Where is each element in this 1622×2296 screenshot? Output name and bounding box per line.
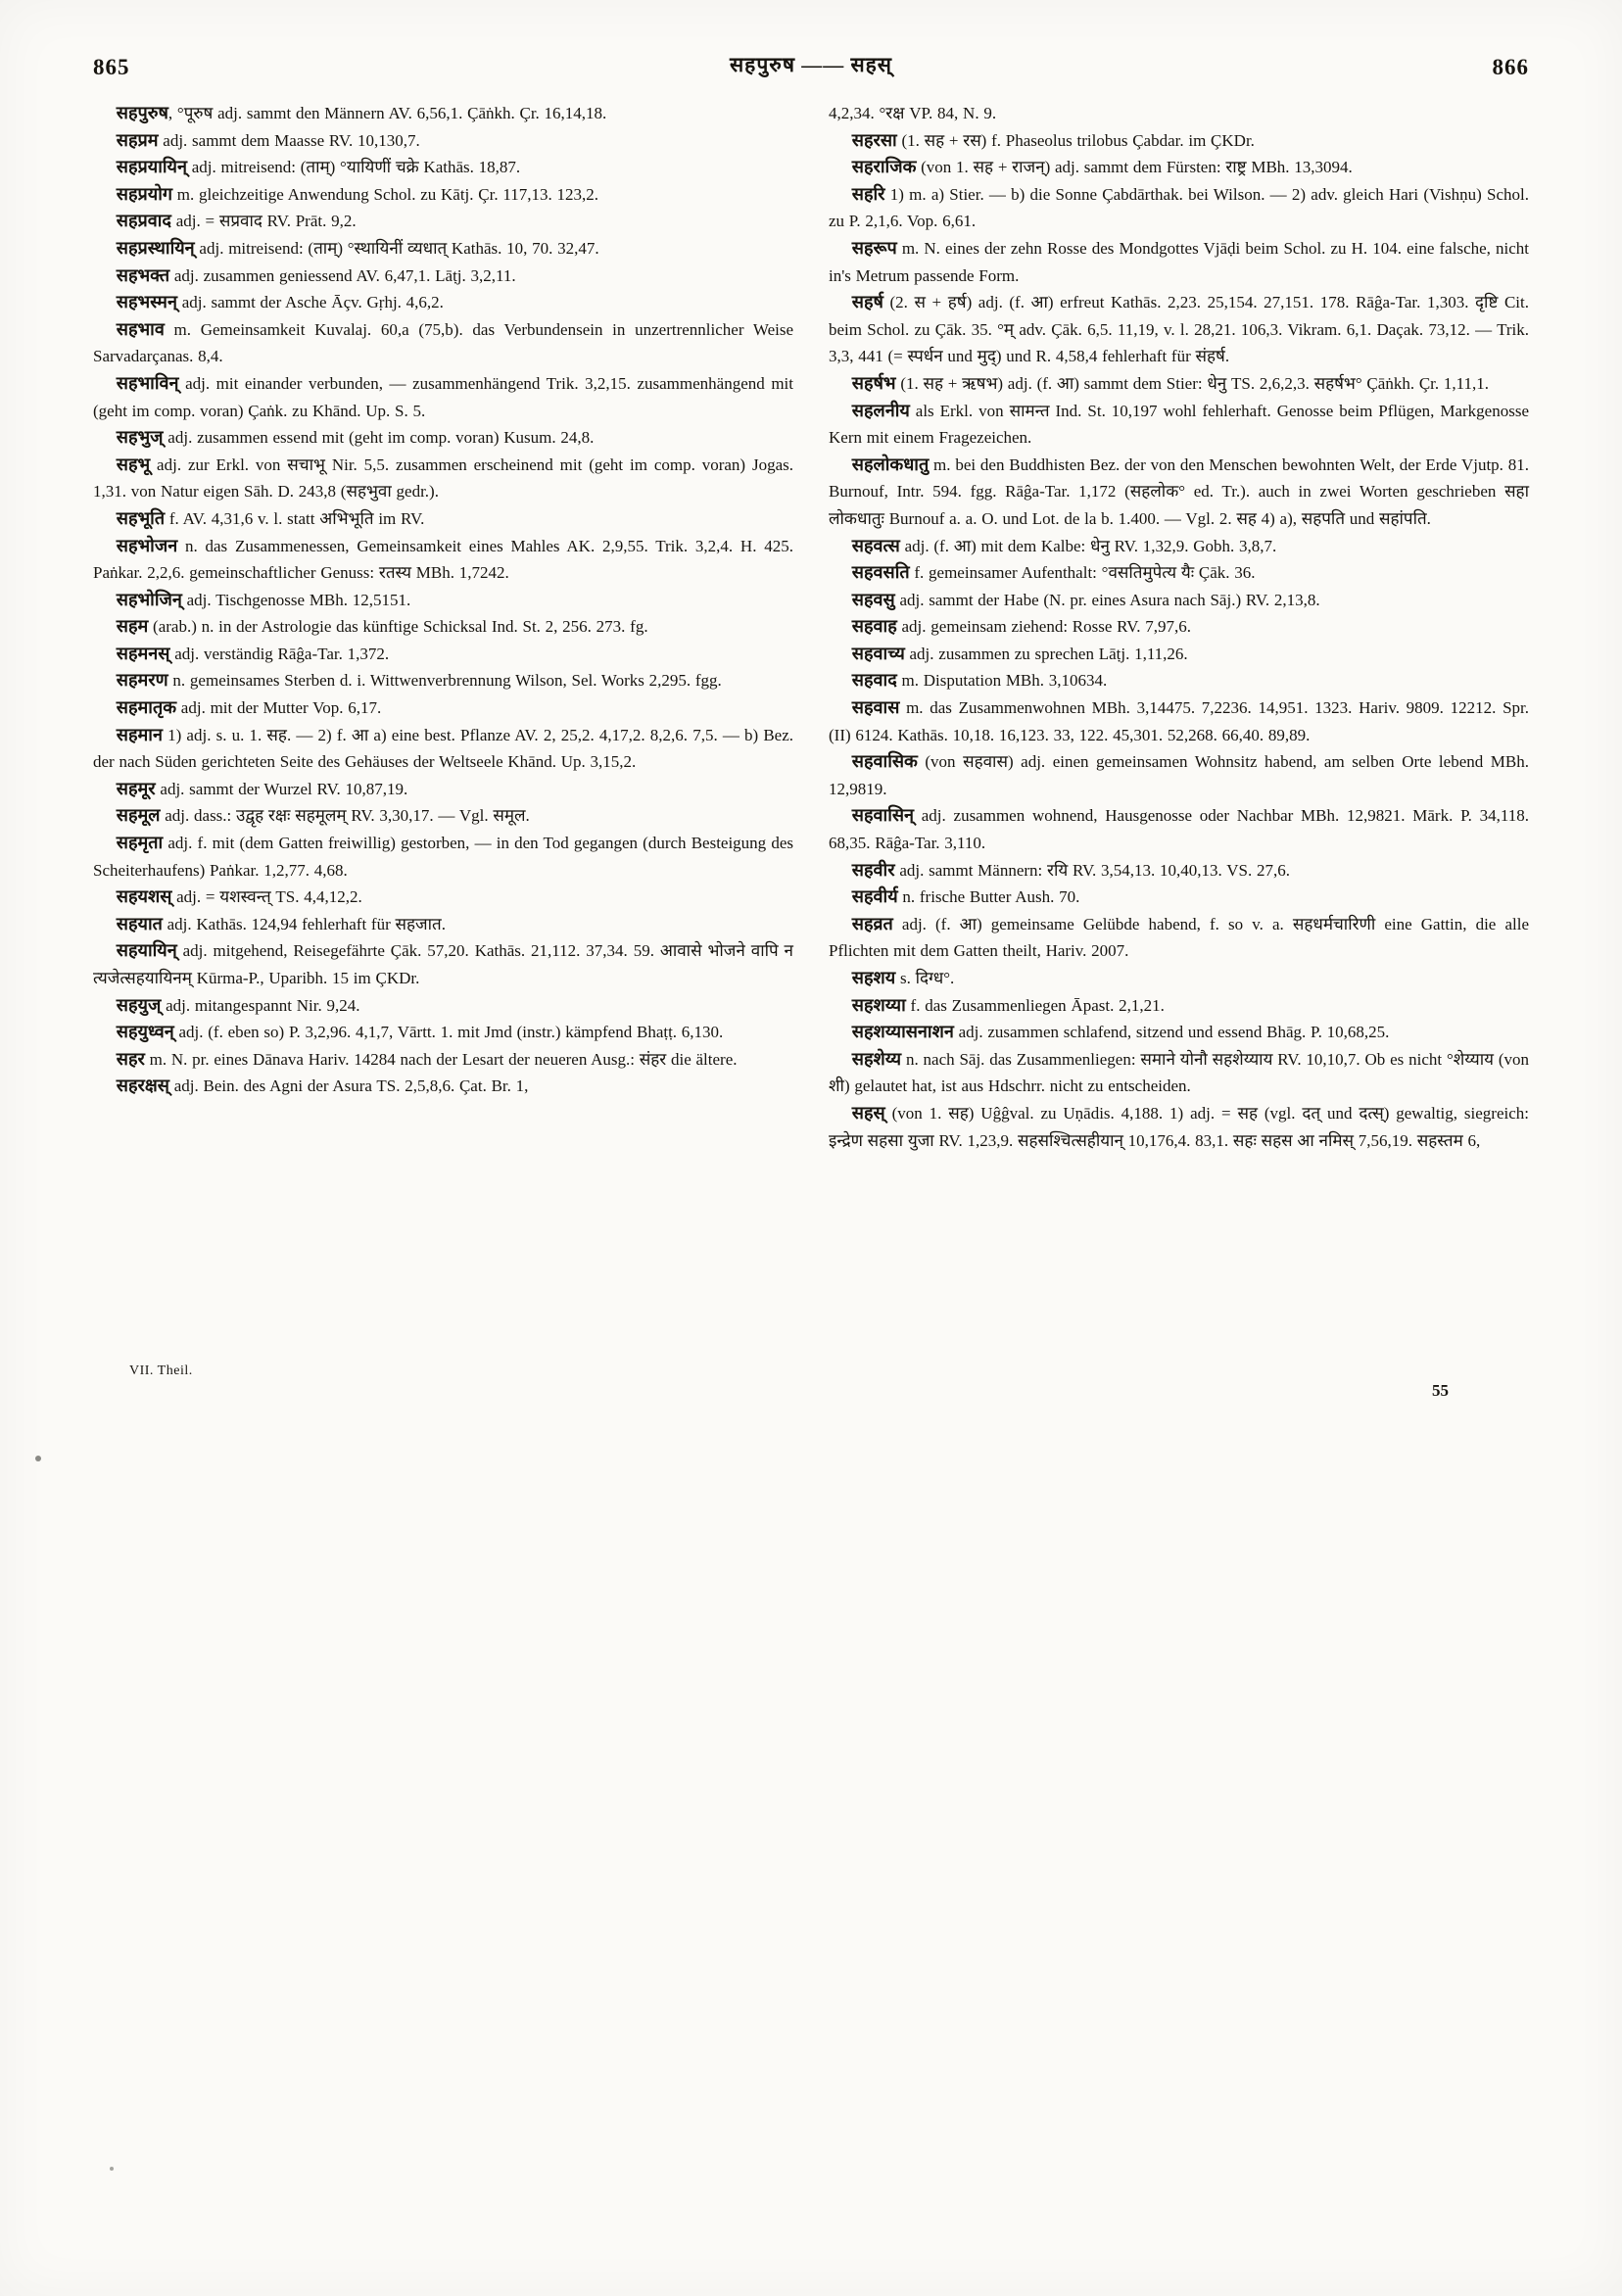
headword: सहप्रयायिन् <box>116 157 187 177</box>
scan-speck <box>35 1456 41 1461</box>
headword: सहप्रस्थायिन् <box>116 237 195 258</box>
headword: सहस् <box>851 1102 885 1123</box>
headword: सहम <box>116 616 149 637</box>
entry-body: adj. mit der Mutter Vop. 6,17. <box>176 698 382 718</box>
dictionary-entry <box>829 370 1529 398</box>
entry-body: m. das Zusammenwohnen MBh. 3,14475. 7,2236. 14,951. 1323. Hariv. 9809. 12212. Spr. (II) 6124. Kathās. 10,18. 16,123. 33, 122. 45,301. 52,268. 66,40. 89,89. <box>829 698 1529 744</box>
entry-body: m. Gemeinsamkeit Kuvalaj. 60,a (75,b). das Verbundensein in unzertrennlicher Weise Sarvadarçanas. 8,4. <box>93 319 793 366</box>
dictionary-entry <box>829 235 1529 289</box>
entry-body: als Erkl. von सामन्त Ind. St. 10,197 wohl fehlerhaft. Genosse beim Pflügen, Markgenosse Kern mit einem Fragezeichen. <box>829 401 1529 448</box>
entry-body: adj. zusammen schlafend, sitzend und essend Bhāg. P. 10,68,25. <box>953 1023 1390 1042</box>
dictionary-entry <box>829 533 1529 560</box>
headword: सहभुज् <box>116 427 164 448</box>
entry-body: adj. gemeinsam ziehend: Rosse RV. 7,97,6. <box>896 617 1191 637</box>
entry-body: m. gleichzeitige Anwendung Schol. zu Kātj. Çr. 117,13. 123,2. <box>172 184 598 204</box>
entry-body: (von सहवास) adj. einen gemeinsamen Wohnsitz habend, am selben Orte lebend MBh. 12,9819. <box>829 752 1529 798</box>
dictionary-entry <box>93 181 793 209</box>
headword: सहयात <box>116 913 163 933</box>
dictionary-entry <box>829 613 1529 641</box>
dictionary-entry <box>93 911 793 938</box>
dictionary-entry <box>829 884 1529 911</box>
headword: सहवास <box>851 697 900 718</box>
entry-body: adj. mitangespannt Nir. 9,24. <box>161 995 360 1015</box>
entry-body: 1) m. a) Stier. — b) die Sonne Çabdārthak. bei Wilson. — 2) adv. gleich Hari (Vishṇu) Schol. zu P. 2,1,6. Vop. 6,61. <box>829 184 1529 231</box>
entry-body: (1. सह + ऋषभ) adj. (f. आ) sammt dem Stier: धेनु TS. 2,6,2,3. सहर्षभ° Çāṅkh. Çr. 1,11,1. <box>895 373 1489 393</box>
dictionary-entry <box>829 452 1529 533</box>
entry-body: adj. zusammen wohnend, Hausgenosse oder Nachbar MBh. 12,9821. Mārk. P. 34,118. 68,35. Rāĝa-Tar. 3,110. <box>829 806 1529 853</box>
dictionary-entry <box>93 613 793 641</box>
dictionary-entry <box>93 937 793 991</box>
entry-body: (von 1. सह + राजन्) adj. sammt dem Fürsten: राष्ट्र MBh. 13,3094. <box>916 158 1353 177</box>
dictionary-entry <box>93 316 793 370</box>
headword: सहयुध्वन् <box>116 1022 174 1042</box>
dictionary-entry <box>93 1073 793 1100</box>
dictionary-entry <box>93 830 793 884</box>
headword: सहर <box>116 1048 145 1069</box>
dictionary-entry <box>93 208 793 235</box>
column-right <box>829 100 1529 1154</box>
entry-body: m. Disputation MBh. 3,10634. <box>896 671 1108 691</box>
dictionary-entry <box>829 289 1529 370</box>
entry-body: (1. सह + रस) f. Phaseolus trilobus Çabdar. im ÇKDr. <box>896 130 1255 150</box>
headword: सहभोजन <box>116 535 178 555</box>
dictionary-entry <box>93 802 793 830</box>
dictionary-entry <box>829 802 1529 856</box>
entry-body: adj. Tischgenosse MBh. 12,5151. <box>181 590 411 609</box>
headword: सहमृता <box>116 833 164 853</box>
dictionary-entry <box>829 965 1529 992</box>
entry-body: n. gemeinsames Sterben d. i. Wittwenverbrennung Wilson, Sel. Works 2,295. fgg. <box>167 671 722 691</box>
headword: सहमान <box>116 724 163 744</box>
headword: सहयायिन् <box>116 940 177 961</box>
entry-body: adj. sammt der Habe (N. pr. eines Asura nach Sāj.) RV. 2,13,8. <box>894 590 1320 609</box>
headword: सहप्रवाद <box>116 211 171 231</box>
page-number-right: 866 <box>1492 55 1529 79</box>
headword: सहरक्षस् <box>116 1076 169 1096</box>
dictionary-entry <box>93 587 793 614</box>
entry-body: 4,2,34. °रक्ष VP. 84, N. 9. <box>829 104 997 122</box>
dictionary-entry <box>829 857 1529 885</box>
dictionary-entry <box>93 424 793 452</box>
entry-body: m. N. pr. eines Dānava Hariv. 14284 nach der Lesart der neueren Ausg.: संहर die ältere. <box>144 1049 738 1069</box>
dictionary-entry <box>93 1046 793 1074</box>
entry-body: adj. (f. आ) mit dem Kalbe: धेनु RV. 1,32,9. Gobh. 3,8,7. <box>899 536 1277 555</box>
entry-body: adj. = यशस्वन्त् TS. 4,4,12,2. <box>171 887 362 907</box>
entry-body: adj. zusammen zu sprechen Lāṭj. 1,11,26. <box>904 644 1188 663</box>
running-head: सहपुरुष —— सहस् <box>729 53 892 76</box>
headword: सहवीर्य <box>851 886 898 907</box>
entry-body: adj. zur Erkl. von सचाभू Nir. 5,5. zusammen erscheinend mit (geht im comp. voran) Jogas. 1,31. von Natur eigen Sāh. D. 243,8 (सहभुवा gedr.). <box>93 454 793 502</box>
column-left <box>93 100 793 1154</box>
dictionary-entry <box>93 100 793 127</box>
entry-body: adj. zusammen essend mit (geht im comp. voran) Kusum. 24,8. <box>163 428 595 448</box>
dictionary-entry <box>829 181 1529 235</box>
headword: सहपुरुष <box>116 103 168 122</box>
entry-body: adj. Bein. des Agni der Asura TS. 2,5,8,6. Çat. Br. 1, <box>168 1076 529 1096</box>
entry-body: f. AV. 4,31,6 v. l. statt अभिभूति im RV. <box>165 508 425 528</box>
dictionary-entry <box>829 587 1529 614</box>
dictionary-entry <box>93 452 793 505</box>
entry-body: adj. Kathās. 124,94 fehlerhaft für सहजात. <box>162 914 446 933</box>
dictionary-entry <box>93 776 793 803</box>
headword: सहवाच्य <box>851 643 905 663</box>
entry-body: adj. mitreisend: (ताम्) °स्थायिनीं व्यधात् Kathās. 10, 70. 32,47. <box>194 238 599 258</box>
entry-body: m. bei den Buddhisten Bez. der von den Menschen bewohnten Welt, der Erde Vjutp. 81. Burnouf, Intr. 594. fgg. Rāĝa-Tar. 1,172 (सहलोक° ed. Tr.). auch in zwei Worten geschrieben सहा लोकधातुः Burnouf a. a. O. und Lot. de la b. 1.400. — Vgl. 2. सह 4) a), सहपति und सहांपति. <box>829 454 1529 528</box>
dictionary-entry <box>829 127 1529 155</box>
entry-body: n. das Zusammenessen, Gemeinsamkeit eines Mahles AK. 2,9,55. Trik. 3,2,4. H. 425. Paṅkar. 2,2,6. gemeinschaftlicher Genuss: रतस्य MBh. 1,7242. <box>93 536 793 583</box>
dictionary-entry <box>829 748 1529 802</box>
entry-body: adj. (f. eben so) P. 3,2,96. 4,1,7, Vārtt. 1. mit Jmd (instr.) kämpfend Bhaṭṭ. 6,130. <box>173 1023 724 1042</box>
headword: सहयुज् <box>116 994 162 1015</box>
dictionary-entry <box>829 641 1529 668</box>
entry-body: s. दिग्ध°. <box>895 969 955 987</box>
dictionary-entry <box>829 1046 1529 1100</box>
headword: सहर्षभ <box>851 372 896 393</box>
entry-body: f. gemeinsamer Aufenthalt: °वसतिमुपेत्य यैः Çāk. 36. <box>909 563 1256 583</box>
dictionary-entry <box>829 1019 1529 1046</box>
dictionary-entry <box>93 722 793 776</box>
headword: सहमरण <box>116 670 168 691</box>
entry-body: adj. sammt Männern: रयि RV. 3,54,13. 10,40,13. VS. 27,6. <box>894 860 1290 880</box>
scan-speck <box>110 2167 114 2171</box>
headword: सहवासिन् <box>851 805 915 826</box>
headword: सहवीर <box>851 859 895 880</box>
entry-body: adj. (f. आ) gemeinsame Gelübde habend, f. so v. a. सहधर्मचारिणी eine Gattin, die alle Pflichten mit dem Gatten theilt, Hariv. 2007. <box>829 914 1529 961</box>
dictionary-entry <box>93 505 793 533</box>
dictionary-entry <box>93 154 793 181</box>
entry-body: adj. zusammen geniessend AV. 6,47,1. Lāṭj. 3,2,11. <box>169 265 516 285</box>
headword: सहभाविन् <box>116 372 179 393</box>
page-header <box>93 51 1529 90</box>
dictionary-entry <box>829 398 1529 452</box>
entry-body: f. das Zusammenliegen Āpast. 2,1,21. <box>905 995 1165 1015</box>
dictionary-entry <box>829 559 1529 587</box>
headword: सहवासिक <box>851 751 918 772</box>
headword: सहवसति <box>851 562 910 583</box>
dictionary-entry <box>93 370 793 424</box>
entry-body: adj. sammt dem Maasse RV. 10,130,7. <box>158 130 420 150</box>
entry-body: (von 1. सह) Uĝĝval. zu Uṇādis. 4,188. 1) adj. = सह (vgl. दत् und दत्स्) gewaltig, siegreich: इन्द्रेण सहसा युजा RV. 1,23,9. सहसश्चित्सहीयान् 10,176,4. 83,1. सहः सहस आ नमिस् 7,56,19. सहस्तम 6, <box>829 1103 1529 1150</box>
entry-body: adj. dass.: उद्वृह रक्षः सहमूलम् RV. 3,30,17. — Vgl. समूल. <box>160 806 530 826</box>
entry-body: n. frische Butter Aush. 70. <box>897 887 1080 907</box>
entry-body: adj. sammt der Asche Āçv. Gṛhj. 4,6,2. <box>176 293 444 312</box>
page-number-left: 865 <box>93 55 130 79</box>
headword: सहवत्स <box>851 535 900 555</box>
entry-body: (2. स + हर्ष) adj. (f. आ) erfreut Kathās. 2,23. 25,154. 27,151. 178. Rāĝa-Tar. 1,303. दृष्टि Cit. beim Schol. zu Çāk. 35. °म् adv. Çāk. 6,5. 11,19, v. l. 28,21. 106,3. Vikram. 6,1. Daçak. 73,12. — Trik. 3,3, 441 (= स्पर्धन und मुद्) und R. 4,58,4 fehlerhaft für संहर्ष. <box>829 293 1529 366</box>
dictionary-entry <box>829 992 1529 1020</box>
text-columns <box>93 100 1529 1154</box>
headword: सहभाव <box>116 318 165 339</box>
headword: सहमनस् <box>116 643 170 663</box>
dictionary-entry <box>93 263 793 290</box>
headword: सहरसा <box>851 129 897 150</box>
headword: सहराजिक <box>851 157 917 177</box>
headword: सहभू <box>116 454 151 474</box>
headword: सहभोजिन् <box>116 589 182 609</box>
headword: सहशय्यासनाशन <box>851 1022 954 1042</box>
entry-body: adj. sammt der Wurzel RV. 10,87,19. <box>155 779 408 798</box>
headword: सहभक्त <box>116 264 170 285</box>
entry-body: adj. mit einander verbunden, — zusammenhängend Trik. 3,2,15. zusammenhängend mit (geht im comp. voran) Çaṅk. zu Khānd. Up. S. 5. <box>93 373 793 420</box>
headword: सहर्ष <box>851 292 883 312</box>
headword: सहलोकधातु <box>851 454 930 474</box>
dictionary-entry <box>93 884 793 911</box>
dictionary-entry <box>93 641 793 668</box>
entry-body: 1) adj. s. u. 1. सह. — 2) f. आ a) eine best. Pflanze AV. 2, 25,2. 4,17,2. 8,2,6. 7,5. — b) Bez. der nach Süden gerichteten Seite des Gehäuses der Weltseele Khānd. Up. 3,15,2. <box>93 725 793 772</box>
dictionary-entry <box>93 235 793 263</box>
headword: सहशेय्य <box>851 1048 902 1069</box>
headword: सहलनीय <box>851 400 910 420</box>
headword: सहवाह <box>851 616 897 637</box>
headword: सहवसु <box>851 589 895 609</box>
entry-body: (arab.) n. in der Astrologie das künftige Schicksal Ind. St. 2, 256. 273. fg. <box>148 617 648 637</box>
dictionary-entry <box>93 289 793 316</box>
dictionary-entry <box>829 100 1529 127</box>
headword: सहप्रयोग <box>116 183 173 204</box>
headword: सहशय्या <box>851 994 906 1015</box>
entry-body: adj. mitreisend: (ताम्) °यायिणीं चक्रे Kathās. 18,87. <box>186 158 521 177</box>
headword: सहव्रत <box>851 913 893 933</box>
headword: सहभस्मन् <box>116 292 177 312</box>
dictionary-entry <box>829 154 1529 181</box>
dictionary-entry <box>93 1019 793 1046</box>
dictionary-entry <box>829 1100 1529 1154</box>
dictionary-entry <box>93 992 793 1020</box>
entry-body: adj. f. mit (dem Gatten freiwillig) gestorben, — in den Tod gegangen (durch Besteigung des Scheiterhaufens) Paṅkar. 1,2,77. 4,68. <box>93 834 793 880</box>
dictionary-entry <box>829 694 1529 748</box>
headword: सहमूर <box>116 778 156 798</box>
headword: सहप्रम <box>116 129 159 150</box>
entry-body: adj. = सप्रवाद RV. Prāt. 9,2. <box>171 212 357 231</box>
headword: सहरूप <box>851 237 897 258</box>
headword: सहभूति <box>116 507 166 528</box>
dictionary-entry <box>93 533 793 587</box>
dictionary-entry <box>93 127 793 155</box>
volume-signature: VII. Theil. <box>129 1363 193 1378</box>
dictionary-entry <box>829 911 1529 965</box>
entry-body: adj. verständig Rāĝa-Tar. 1,372. <box>169 644 390 663</box>
entry-body: n. nach Sāj. das Zusammenliegen: समाने योनौ सहशेय्याय RV. 10,10,7. Ob es nicht °शेय्याय (von शी) gelautet hat, ist aus Hdschrr. nicht zu entscheiden. <box>829 1049 1529 1096</box>
entry-body: adj. mitgehend, Reisegefährte Çāk. 57,20. Kathās. 21,112. 37,34. 59. आवासे भोजने वापि न त्यजेत्सहयायिनम् Kūrma-P., Uparibh. 15 im ÇKDr. <box>93 941 793 987</box>
headword: सहवाद <box>851 670 897 691</box>
headword: सहयशस् <box>116 886 172 907</box>
sheet-number: 55 <box>1432 1381 1449 1400</box>
dictionary-entry <box>93 667 793 694</box>
headword: सहशय <box>851 968 896 987</box>
dictionary-entry <box>829 667 1529 694</box>
dictionary-entry <box>93 694 793 722</box>
headword: सहमूल <box>116 805 161 826</box>
headword: सहमातृक <box>116 697 177 718</box>
entry-body: , °पूरुष adj. sammt den Männern AV. 6,56,1. Çāṅkh. Çr. 16,14,18. <box>167 104 607 122</box>
headword: सहरि <box>851 183 885 204</box>
entry-body: m. N. eines der zehn Rosse des Mondgottes Vjāḍi beim Schol. zu H. 104. eine falsche, nicht in's Metrum passende Form. <box>829 238 1529 285</box>
